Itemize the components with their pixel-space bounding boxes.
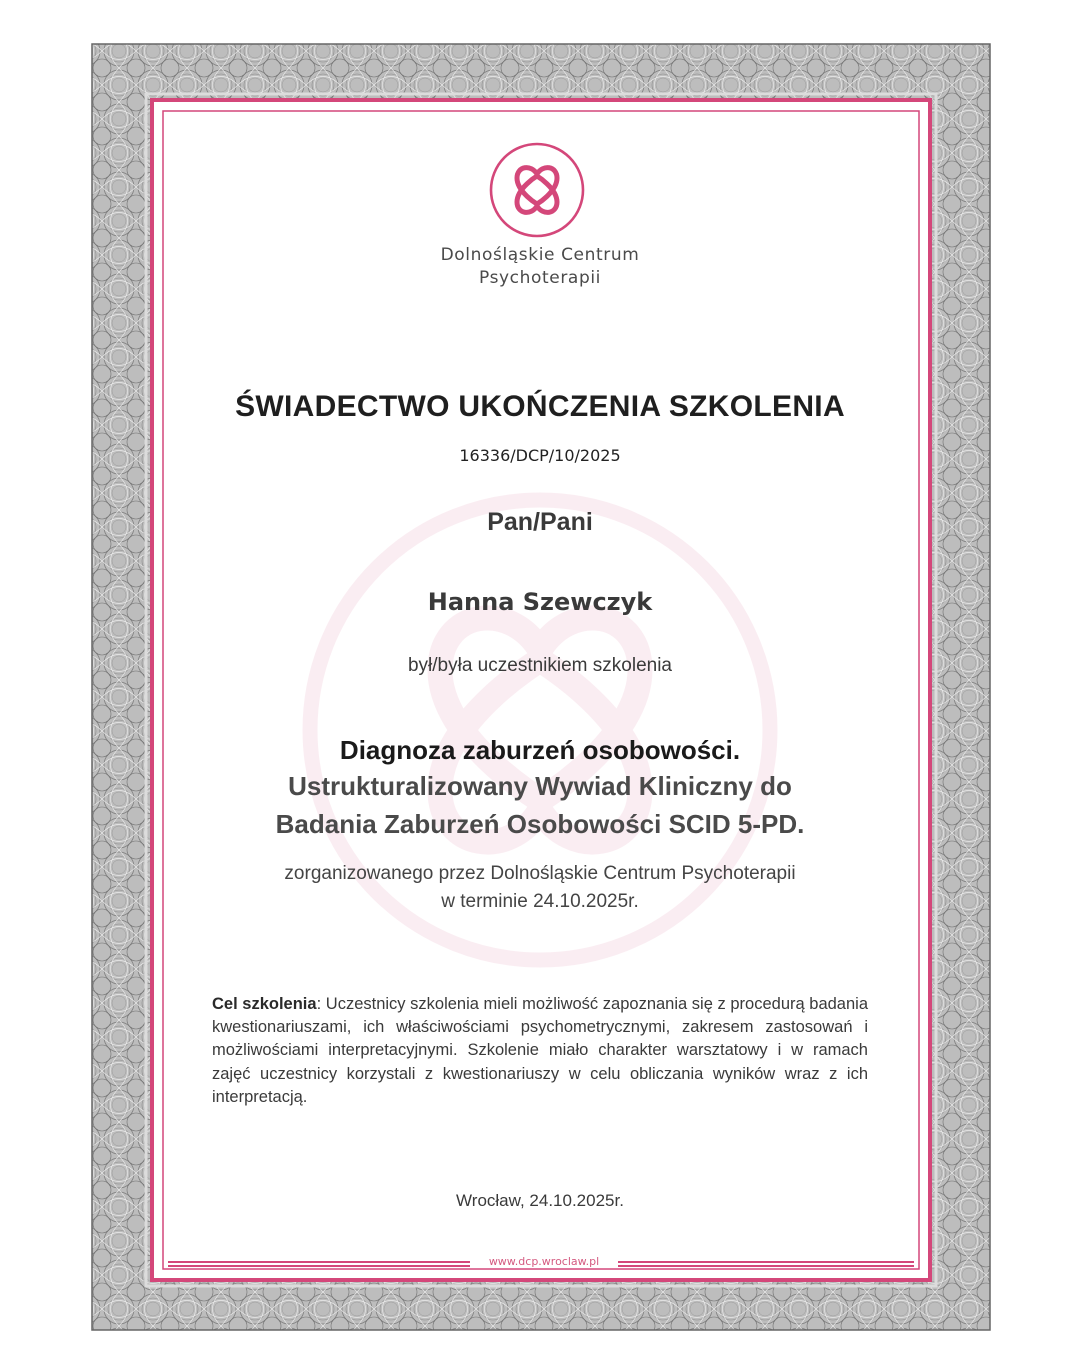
organization-name-line1: Dolnośląskie Centrum: [440, 245, 640, 265]
participation-text: był/była uczestnikiem szkolenia: [407, 655, 672, 676]
course-title-line2: Ustrukturalizowany Wywiad Kliniczny do: [288, 771, 792, 801]
place-and-date: Wrocław, 24.10.2025r.: [456, 1191, 624, 1210]
course-title-line1: Diagnoza zaburzeń osobowości.: [339, 735, 741, 765]
organizer-line2: w terminie 24.10.2025r.: [441, 891, 639, 912]
course-goal-text: : Uczestnicy szkolenia mieli możliwość zapoznania się z procedurą badania kwestionariuszami, ich właściwościami psychometrycznymi, zakresem zastosowań i możliwościami interpretacyjnymi. Szkolenie miało charakter warsztatowy i w ramach zajęć uczestnicy korzystali z kwestionariuszy w celu obliczania wyników wraz z ich interpretacją.: [212, 995, 868, 1106]
salutation: Pan/Pani: [487, 508, 593, 536]
organization-name-line2: Psychoterapii: [479, 268, 601, 288]
website-link[interactable]: www.dcp.wroclaw.pl: [470, 1255, 618, 1268]
organization-name: [166, 244, 914, 290]
organizer-info: [150, 860, 930, 916]
certificate-number: 16336/DCP/10/2025: [459, 446, 621, 465]
course-goal-paragraph: [212, 993, 868, 1109]
recipient-name: Hanna Szewczyk: [427, 588, 653, 616]
course-goal-label: Cel szkolenia: [212, 995, 317, 1013]
certificate-title: ŚWIADECTWO UKOŃCZENIA SZKOLENIA: [235, 390, 845, 423]
course-title-line3: Badania Zaburzeń Osobowości SCID 5-PD.: [275, 809, 805, 839]
heart-knot-logo-icon: [487, 140, 587, 240]
organizer-line1: zorganizowanego przez Dolnośląskie Centrum Psychoterapii: [284, 863, 796, 884]
